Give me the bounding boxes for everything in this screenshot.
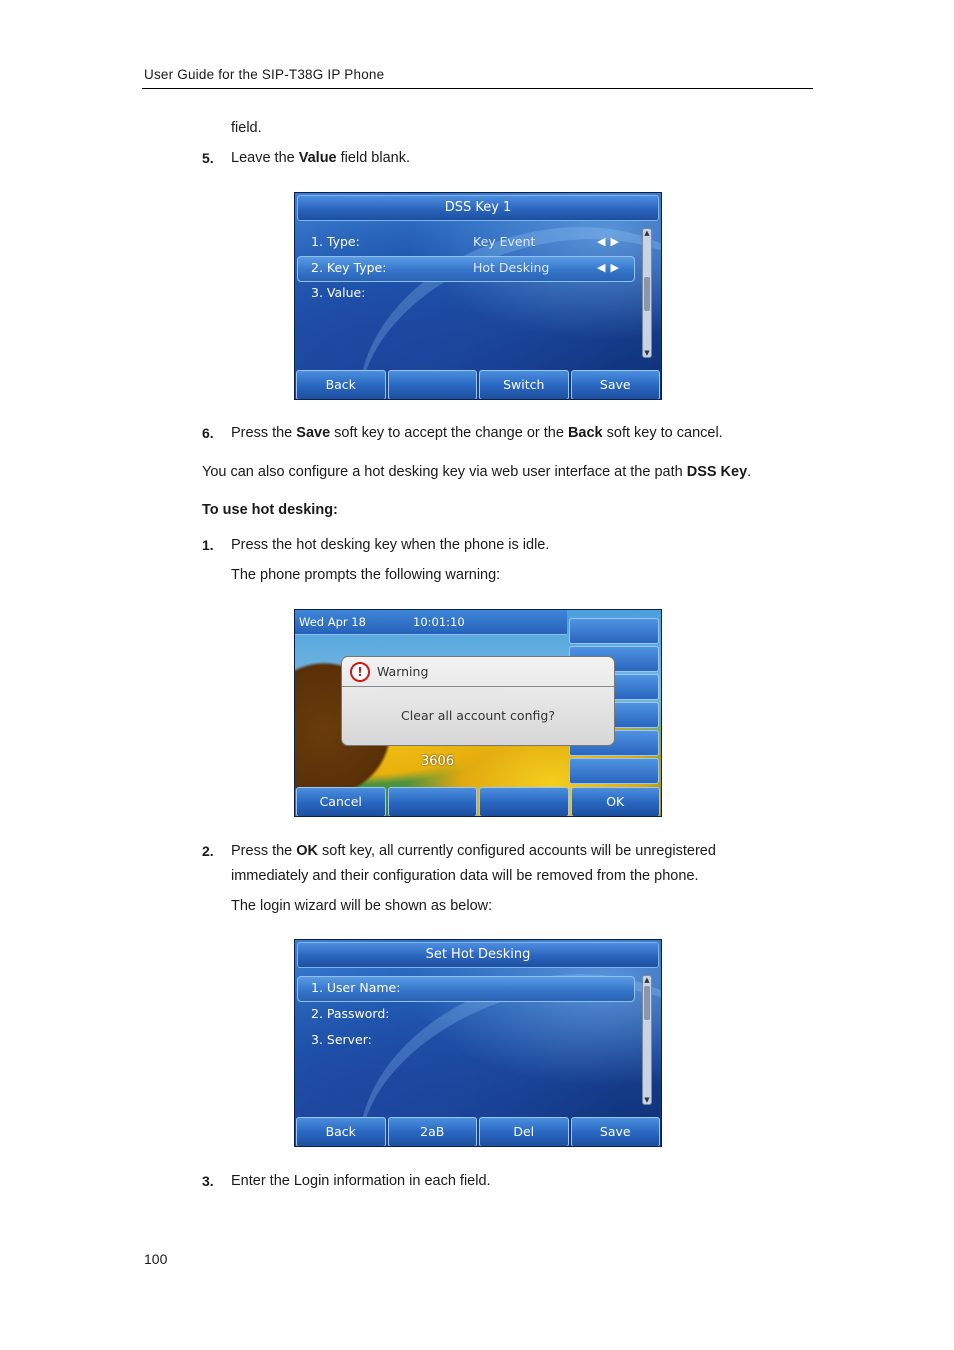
- scrollbar[interactable]: [642, 975, 652, 1105]
- step-6-text: Press the Save soft key to accept the change or the Back soft key to cancel.: [231, 425, 723, 441]
- softkey-switch[interactable]: Switch: [479, 370, 569, 400]
- softkey-empty[interactable]: [388, 370, 478, 400]
- softkey-back[interactable]: Back: [296, 1117, 386, 1147]
- web-config-paragraph: You can also configure a hot desking key via web user interface at the path DSS Key.: [202, 464, 752, 480]
- phone-screen-warning: [294, 609, 662, 817]
- softkey-bar: [295, 1116, 661, 1146]
- softkey-ok[interactable]: OK: [571, 787, 661, 817]
- warning-dialog: [341, 656, 615, 746]
- use-step-3-text: Enter the Login information in each field.: [231, 1173, 491, 1189]
- phone-screen-set-hot-desking: [294, 939, 662, 1147]
- step-5-text: Leave the Value field blank.: [231, 150, 410, 166]
- field-server[interactable]: 3. Server:: [311, 1032, 372, 1047]
- line-key[interactable]: [569, 618, 659, 644]
- menu-value-key-type: Hot Desking: [473, 260, 550, 275]
- page-number: 100: [144, 1251, 168, 1267]
- softkey-cancel[interactable]: Cancel: [296, 787, 386, 817]
- menu-label-value[interactable]: 3. Value:: [311, 285, 366, 300]
- softkey-save[interactable]: Save: [571, 1117, 661, 1147]
- softkey-save[interactable]: Save: [571, 370, 661, 400]
- scroll-up-icon[interactable]: ▲: [644, 229, 650, 237]
- menu-value-type: Key Event: [473, 234, 536, 249]
- use-step-1-text: Press the hot desking key when the phone is idle.: [231, 537, 550, 553]
- softkey-empty[interactable]: [388, 787, 478, 817]
- use-step-2-number: 2.: [202, 843, 214, 859]
- scroll-up-icon[interactable]: ▲: [644, 976, 650, 984]
- softkey-back[interactable]: Back: [296, 370, 386, 400]
- softkey-delete[interactable]: Del: [479, 1117, 569, 1147]
- warning-icon: !: [350, 662, 370, 682]
- screen-title: Set Hot Desking: [297, 942, 659, 968]
- line-key[interactable]: [569, 758, 659, 784]
- header-divider: [142, 88, 813, 89]
- dialog-title: Warning: [377, 664, 429, 679]
- dialog-header: [342, 657, 614, 687]
- left-right-arrows-icon[interactable]: ◀▶: [597, 235, 624, 248]
- status-time: 10:01:10: [413, 615, 465, 629]
- use-step-2-text-line2: immediately and their configuration data will be removed from the phone.: [231, 868, 699, 884]
- account-label: 3606: [421, 754, 455, 769]
- menu-label-key-type[interactable]: 2. Key Type:: [311, 260, 387, 275]
- use-step-1-subtext: The phone prompts the following warning:: [231, 567, 501, 583]
- left-right-arrows-icon[interactable]: ◀▶: [597, 261, 624, 274]
- menu-label-type[interactable]: 1. Type:: [311, 234, 360, 249]
- phone-screen-dss-key: [294, 192, 662, 400]
- softkey-empty[interactable]: [479, 787, 569, 817]
- softkey-bar: [295, 786, 661, 816]
- status-date: Wed Apr 18: [299, 615, 366, 629]
- section-heading: To use hot desking:: [202, 502, 338, 518]
- scroll-down-icon[interactable]: ▼: [644, 1096, 650, 1104]
- dialog-message: Clear all account config?: [401, 708, 555, 723]
- scrollbar-thumb[interactable]: [644, 986, 650, 1020]
- use-step-3-number: 3.: [202, 1173, 214, 1189]
- softkey-bar: [295, 369, 661, 399]
- step-6-number: 6.: [202, 425, 214, 441]
- scrollbar[interactable]: [642, 228, 652, 358]
- scroll-down-icon[interactable]: ▼: [644, 349, 650, 357]
- screen-title: DSS Key 1: [297, 195, 659, 221]
- field-password[interactable]: 2. Password:: [311, 1006, 390, 1021]
- use-step-2-text: Press the OK soft key, all currently configured accounts will be unregistered: [231, 843, 716, 859]
- status-bar: [295, 610, 567, 635]
- use-step-2-subtext: The login wizard will be shown as below:: [231, 898, 493, 914]
- field-user-name[interactable]: 1. User Name:: [311, 980, 401, 995]
- continuation-text: field.: [231, 120, 262, 136]
- running-header: User Guide for the SIP-T38G IP Phone: [144, 67, 385, 82]
- scrollbar-thumb[interactable]: [644, 277, 650, 311]
- step-5-number: 5.: [202, 150, 214, 166]
- use-step-1-number: 1.: [202, 537, 214, 553]
- softkey-input-mode[interactable]: 2aB: [388, 1117, 478, 1147]
